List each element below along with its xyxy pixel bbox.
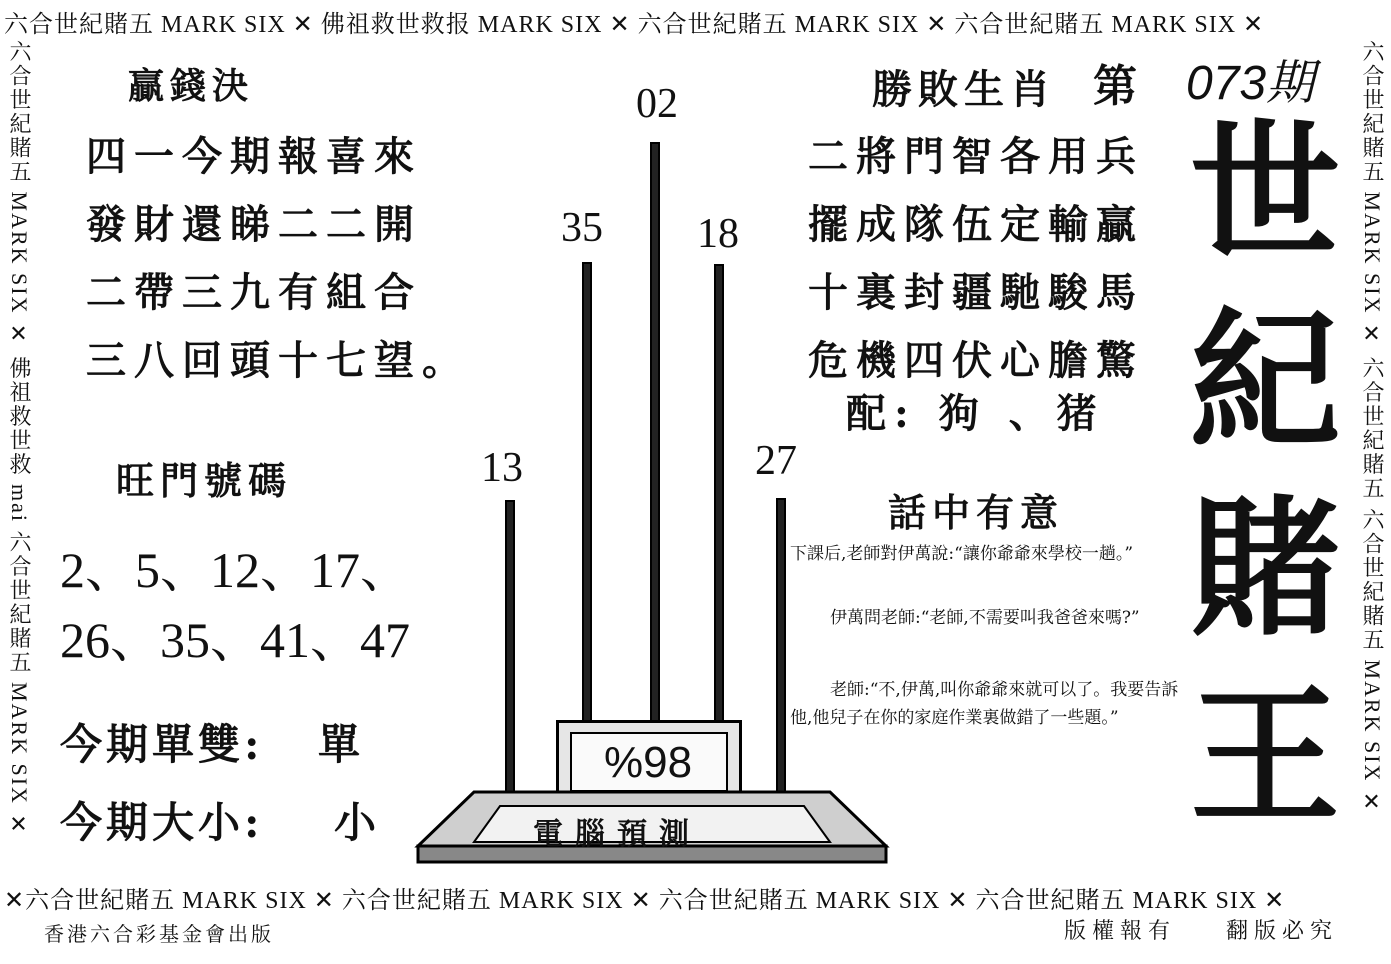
zodiac-line-3: 十裏封疆馳駿馬: [808, 269, 1144, 316]
pole-label-3: 02: [636, 81, 678, 127]
big-small-label: 今期大小:: [60, 798, 264, 847]
big-small-value: 小: [334, 798, 377, 847]
pole-label-5: 27: [755, 438, 797, 484]
story-paragraph-2: 伊萬問老師:“老師,不需要叫我爸爸來嗎?”: [830, 608, 1140, 628]
story-paragraph-1: 下課后,老師對伊萬說:“讓你爺爺來學校一趟。”: [790, 544, 1134, 564]
pole-label-4: 18: [697, 211, 739, 257]
lucky-numbers-title: 旺門號碼: [116, 458, 293, 503]
odd-even-label: 今期單雙:: [60, 720, 264, 769]
rights-text: 版權報有: [1064, 919, 1177, 944]
masthead-char-4: 王: [1190, 671, 1341, 845]
poem-line-1: 四一今期報喜來: [86, 133, 422, 180]
percent-text: %98: [604, 738, 693, 787]
lucky-numbers-row-1: 2、5、12、17、: [60, 542, 410, 598]
left-border-text: 六合世紀賭五 MARK SIX ✕ 佛祖救世救 mai 六合世紀賭五 MARK SIX ✕: [7, 40, 32, 840]
zodiac-line-1: 二將門智各用兵: [808, 133, 1144, 180]
issue-number: 073期: [1186, 57, 1315, 110]
zodiac-pairing: 配: 狗 、猪: [846, 390, 1105, 437]
zodiac-line-2: 擺成隊伍定輸贏: [808, 201, 1144, 248]
top-border-text: 六合世紀賭五 MARK SIX ✕ 佛祖救世救报 MARK SIX ✕ 六合世紀賭五 MARK SIX ✕ 六合世紀賭五 MARK SIX ✕: [4, 12, 1265, 38]
masthead-char-3: 賭: [1190, 483, 1341, 657]
pole-label-1: 13: [481, 445, 523, 491]
stand-label: 電腦預測: [533, 817, 701, 852]
story-paragraph-3: 老師:“不,伊萬,叫你爺爺來就可以了。我要告訴他,他兒子在你的家庭作業裏做錯了一些題。”: [790, 680, 1179, 728]
poem-line-4: 三八回頭十七望。: [86, 337, 470, 384]
pole-5: [776, 498, 786, 796]
publisher-text: 香港六合彩基金會出版: [44, 922, 274, 946]
masthead-char-1: 世: [1190, 107, 1341, 281]
pole-3: [650, 142, 660, 724]
odd-even-value: 單: [318, 720, 361, 769]
bottom-border-text: ✕六合世紀賭五 MARK SIX ✕ 六合世紀賭五 MARK SIX ✕ 六合世紀賭五 MARK SIX ✕ 六合世紀賭五 MARK SIX ✕: [4, 888, 1286, 914]
zodiac-title: 勝敗生肖: [872, 66, 1056, 113]
pole-4: [714, 264, 724, 724]
piracy-text: 翻版必究: [1226, 919, 1339, 944]
story-title: 話中有意: [888, 490, 1065, 535]
issue-prefix: 第: [1093, 61, 1137, 112]
poem-line-3: 二帶三九有組合: [86, 269, 422, 316]
pole-2: [582, 262, 592, 724]
right-border-text: 六合世紀賭五 MARK SIX ✕ 六合世紀賭五 六合世紀賭五 MARK SIX ✕: [1360, 40, 1385, 817]
poem-title: 贏錢決: [128, 65, 255, 107]
pole-1: [505, 500, 515, 796]
zodiac-line-4: 危機四伏心膽驚: [808, 337, 1144, 384]
masthead-char-2: 紀: [1190, 295, 1341, 469]
pole-label-2: 35: [561, 205, 603, 251]
poem-line-2: 發財還睇二二開: [86, 201, 422, 248]
lucky-numbers-row-2: 26、35、41、47: [60, 612, 410, 668]
